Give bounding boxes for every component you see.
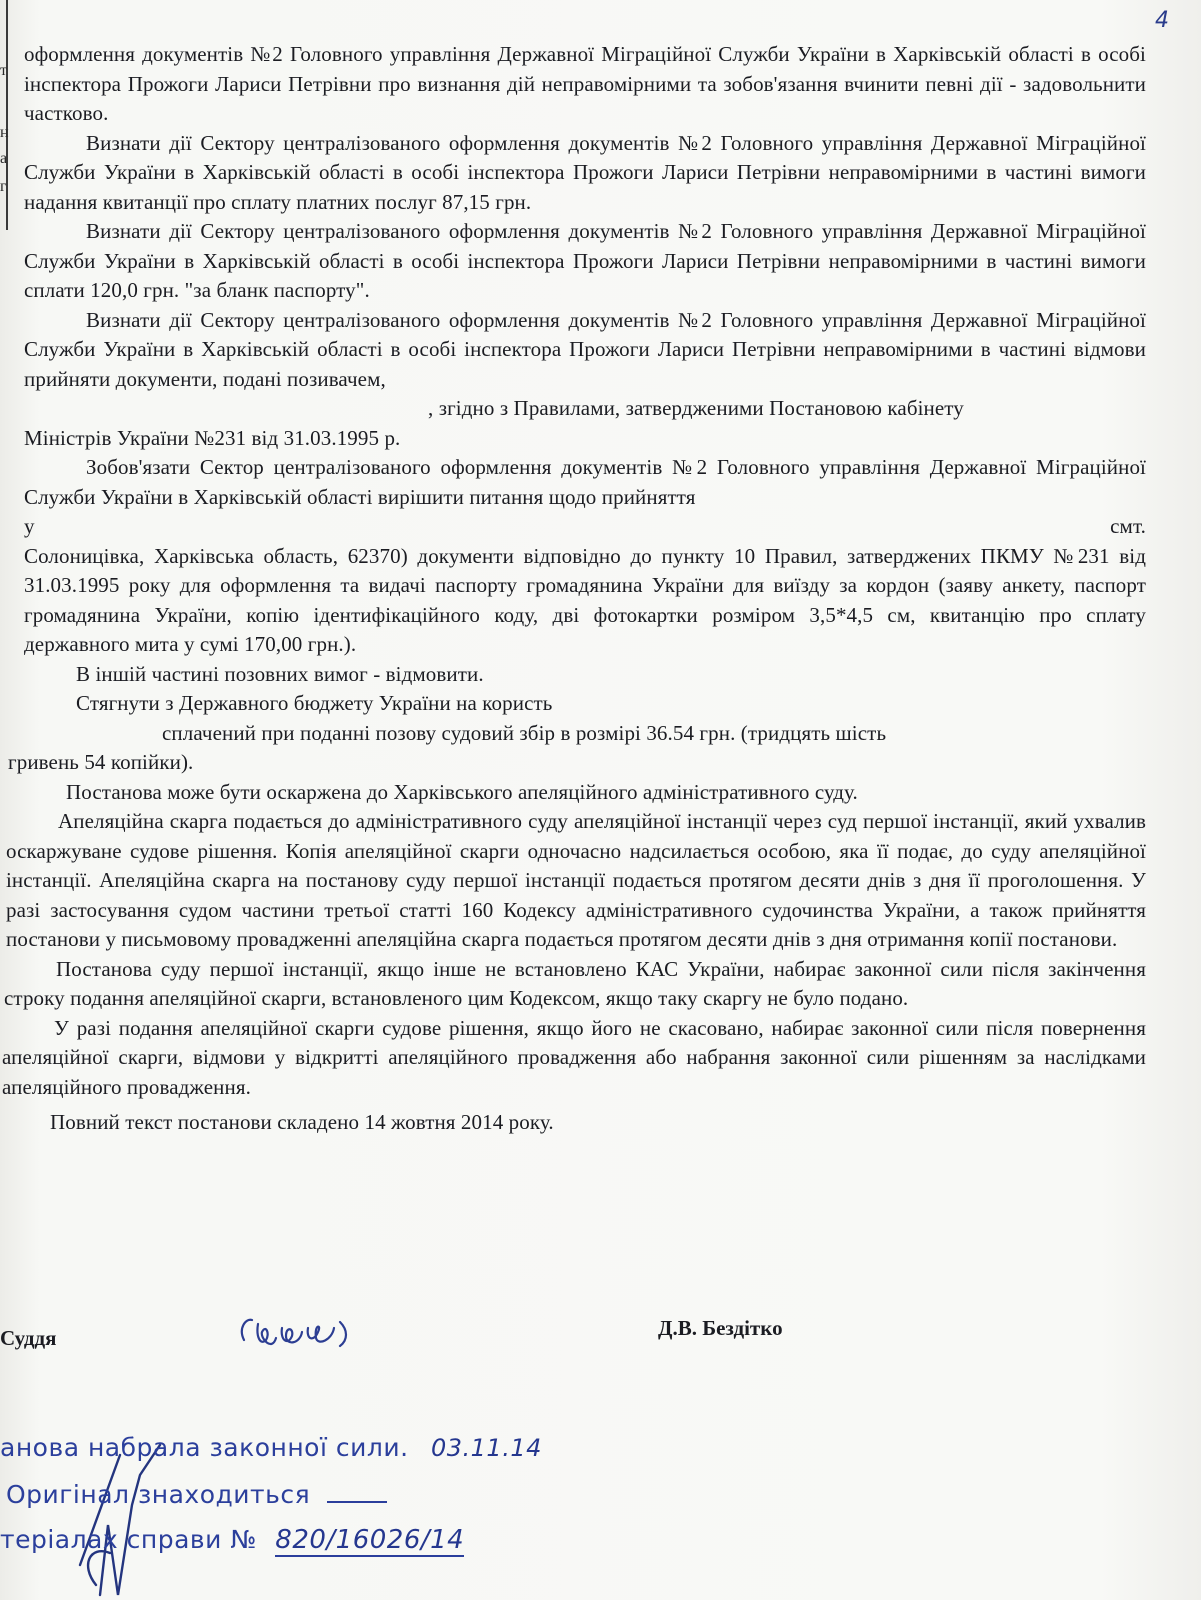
- legal-force-stamp: [0, 1425, 620, 1600]
- judge-name: Д.В. Бездітко: [658, 1316, 783, 1340]
- paragraph-legal-force: Постанова суду першої інстанції, якщо інше не встановлено КАС України, набирає законної сили після закінчення строку подання апеляційної скарги, встановленого цим Кодексом, якщо таку скаргу не було подано.: [4, 956, 1146, 1010]
- stamp-original-text: Оригінал знаходиться: [6, 1480, 311, 1509]
- paragraph-court-fee: сплачений при поданні позову судовий збір в розмірі 36.54 грн. (тридцять шість: [162, 720, 887, 745]
- stamp-case-text: теріалах справи №: [0, 1525, 257, 1554]
- redacted-prefix: у: [24, 514, 35, 538]
- paragraph-recover: Стягнути з Державного бюджету України на користь: [76, 691, 553, 715]
- paragraph-appeal-filed: У разі подання апеляційної скарги судове рішення, якщо його не скасовано, набирає законної сили після повернення апеляційної скарги, відмови у відкритті апеляційного провадження або набрання законної сили рішенням за наслідками апеляційного провадження.: [2, 1015, 1146, 1099]
- document-body: [2, 40, 1146, 1138]
- stamp-case-number-handwritten: 820/16026/14: [275, 1525, 465, 1555]
- stamp-legal-force-text: анова набрала законної сили.: [0, 1433, 409, 1462]
- stamp-line-legal-force: [0, 1433, 542, 1462]
- paragraph-documents-list: Солоницівка, Харківська область, 62370) документи відповідно до пункту 10 Правил, затверджених ПКМУ №231 від 31.03.1995 року для оформлення та видачі паспорту громадянина України для виїзду за кордон (заяву анкету, паспорт громадянина України, копію ідентифікаційного коду, дві фотокартки розміром 3,5*4,5 см, квитанцію про сплату державного мита у сумі 170,00 грн.).: [24, 543, 1146, 656]
- paragraph-receipt-87: Визнати дії Сектору централізованого оформлення документів №2 Головного управління Державної Міграційної Служби України в Харківській області в особі інспектора Прожоги Лариси Петрівни неправомірними в частині вимоги надання квитанції про сплату платних послуг 87,15 грн.: [24, 130, 1146, 214]
- paragraph-court-fee-words: гривень 54 копійки).: [8, 750, 194, 774]
- stamp-line-case: [0, 1525, 464, 1555]
- signature-block: [0, 1310, 1201, 1370]
- paragraph-ministers-231: Міністрів України №231 від 31.03.1995 р.: [24, 425, 401, 450]
- page-number: 4: [1155, 8, 1169, 33]
- margin-mark: т: [0, 62, 7, 79]
- redacted-suffix: смт.: [1110, 514, 1146, 538]
- margin-mark: н: [0, 124, 9, 141]
- handwritten-signature: [236, 1310, 416, 1358]
- margin-mark: г: [0, 178, 7, 195]
- paragraph-appeal-court: Постанова може бути оскаржена до Харківського апеляційного адміністративного суду.: [66, 779, 858, 804]
- paragraph-full-text-date: Повний текст постанови складено 14 жовтня 2014 року.: [50, 1110, 554, 1134]
- stamp-line-original: [6, 1480, 387, 1509]
- stamp-date-handwritten: 03.11.14: [430, 1434, 542, 1462]
- paragraph-refusal-documents: Визнати дії Сектору централізованого оформлення документів №2 Головного управління Державної Міграційної Служби України в Харківській області в особі інспектора Прожоги Лариси Петрівни неправомірними в частині відмови прийняти документи, подані позивачем,: [24, 307, 1146, 391]
- paragraph-deny-rest: В іншій частині позовних вимог - відмовити.: [76, 661, 484, 686]
- paragraph-blank-120: Визнати дії Сектору централізованого оформлення документів №2 Головного управління Державної Міграційної Служби України в Харківській області в особі інспектора Прожоги Лариси Петрівни неправомірними в частині вимоги сплати 120,0 грн. "за бланк паспорту".: [24, 219, 1146, 302]
- paragraph-appeal-procedure: Апеляційна скарга подається до адміністративного суду апеляційної інстанції через суд першої інстанції, який ухвалив оскаржуване судове рішення. Копія апеляційної скарги одночасно надсилається особою, яка її подає, до суду апеляційної інстанції. Апеляційна скарга на постанову суду першої інстанції подається протягом десяти днів з дня її проголошення. У разі застосування судом частини третьої статті 160 Кодексу адміністративного судочинства України, а також прийняття постанови у письмовому провадженні апеляційна скарга подається протягом десяти днів з дня отримання копії постанови.: [6, 809, 1146, 951]
- paragraph-rules-ref: , згідно з Правилами, затвердженими Постановою кабінету: [428, 396, 964, 420]
- judge-title: Суддя: [0, 1326, 57, 1350]
- margin-mark: а: [0, 150, 8, 167]
- paragraph-claim-partial: оформлення документів №2 Головного управління Державної Міграційної Служби України в Харківській області в особі інспектора Прожоги Лариси Петрівни про визнання дій неправомірними та зобов'язання вчинити певні дії - задовольнити частково.: [24, 42, 1146, 125]
- paragraph-oblige: Зобов'язати Сектор централізованого оформлення документів №2 Головного управління Державної Міграційної Служби України в Харківській області вирішити питання щодо прийняття: [24, 455, 1146, 509]
- stamp-underline: [327, 1501, 387, 1503]
- paragraph-redacted-address: [24, 512, 1146, 542]
